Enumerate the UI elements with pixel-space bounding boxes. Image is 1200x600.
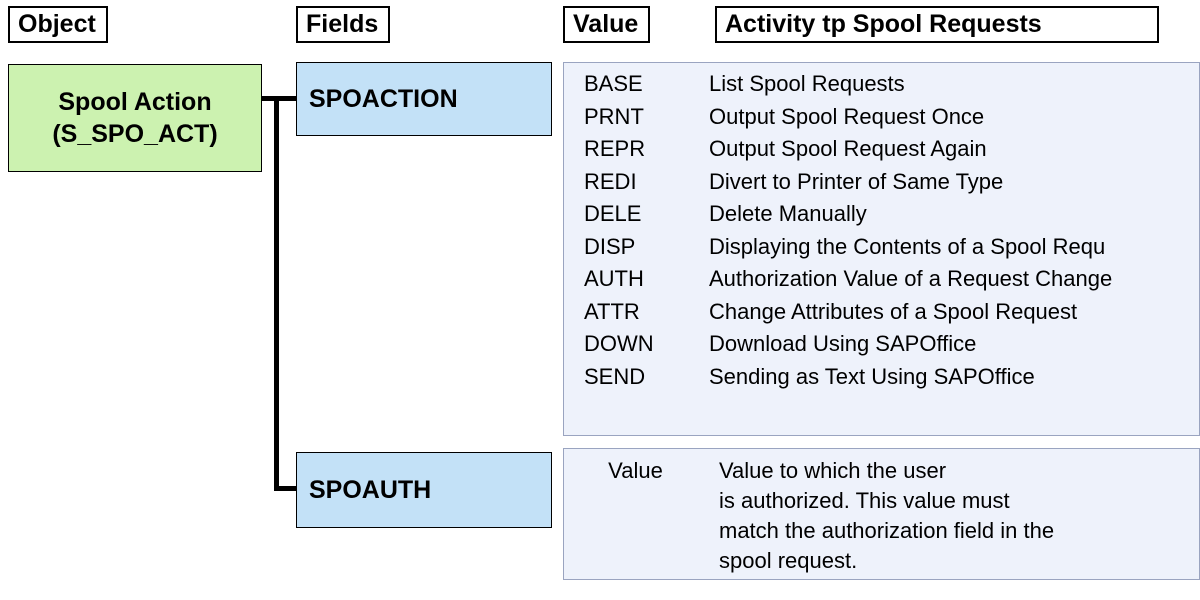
value-row <box>564 296 1199 329</box>
field-box-spoaction <box>296 62 552 136</box>
column-header-activity: Activity tp Spool Requests <box>715 6 1159 43</box>
column-header-fields: Fields <box>296 6 390 43</box>
value-description: Authorization Value of a Request Change <box>709 266 1113 291</box>
value-description: Output Spool Request Once <box>709 103 985 129</box>
value-row <box>564 101 1199 134</box>
value-code: SEND <box>584 363 646 389</box>
value-code: Value <box>608 458 663 483</box>
value-code: AUTH <box>584 266 644 291</box>
value-description <box>719 456 1199 576</box>
value-code: PRNT <box>584 103 644 129</box>
field-label-spoauth: SPOAUTH <box>309 476 432 504</box>
value-description-line: is authorized. This value must <box>719 488 1010 513</box>
object-box-line1: Spool Action <box>58 88 212 116</box>
value-row <box>564 198 1199 231</box>
value-code: DISP <box>584 233 636 259</box>
object-box-spool-action <box>8 64 262 172</box>
field-box-spoauth <box>296 452 552 528</box>
value-row <box>564 328 1199 361</box>
connector-line-vertical <box>274 96 279 490</box>
value-code: DOWN <box>584 331 654 356</box>
value-description: Divert to Printer of Same Type <box>709 168 1004 194</box>
values-panel-spoauth <box>563 448 1200 580</box>
value-row <box>564 263 1199 296</box>
value-row <box>564 133 1199 166</box>
object-box-line2: (S_SPO_ACT) <box>52 120 218 148</box>
column-header-object: Object <box>8 6 108 43</box>
value-description: Delete Manually <box>709 201 867 226</box>
value-description: Displaying the Contents of a Spool Requ <box>709 233 1106 259</box>
value-row <box>564 166 1199 199</box>
value-description: Change Attributes of a Spool Request <box>709 298 1078 324</box>
value-description-line: Value to which the user <box>719 458 947 483</box>
value-row <box>564 68 1199 101</box>
value-row <box>564 449 1199 576</box>
value-description: Output Spool Request Again <box>709 136 987 161</box>
value-row <box>564 231 1199 264</box>
value-description-line: spool request. <box>719 548 858 573</box>
value-code: ATTR <box>584 298 640 324</box>
field-label-spoaction: SPOACTION <box>309 85 458 113</box>
value-description-line: match the authorization field in the <box>719 518 1055 543</box>
value-code: BASE <box>584 71 643 96</box>
value-description: Sending as Text Using SAPOffice <box>709 363 1035 389</box>
values-panel-spoaction <box>563 62 1200 436</box>
value-code: DELE <box>584 201 642 226</box>
connector-line-top <box>262 96 298 101</box>
value-code: REPR <box>584 136 646 161</box>
column-header-value: Value <box>563 6 650 43</box>
value-row <box>564 361 1199 394</box>
value-description: Download Using SAPOffice <box>709 331 977 356</box>
value-code: REDI <box>584 168 637 194</box>
value-description: List Spool Requests <box>709 71 905 96</box>
